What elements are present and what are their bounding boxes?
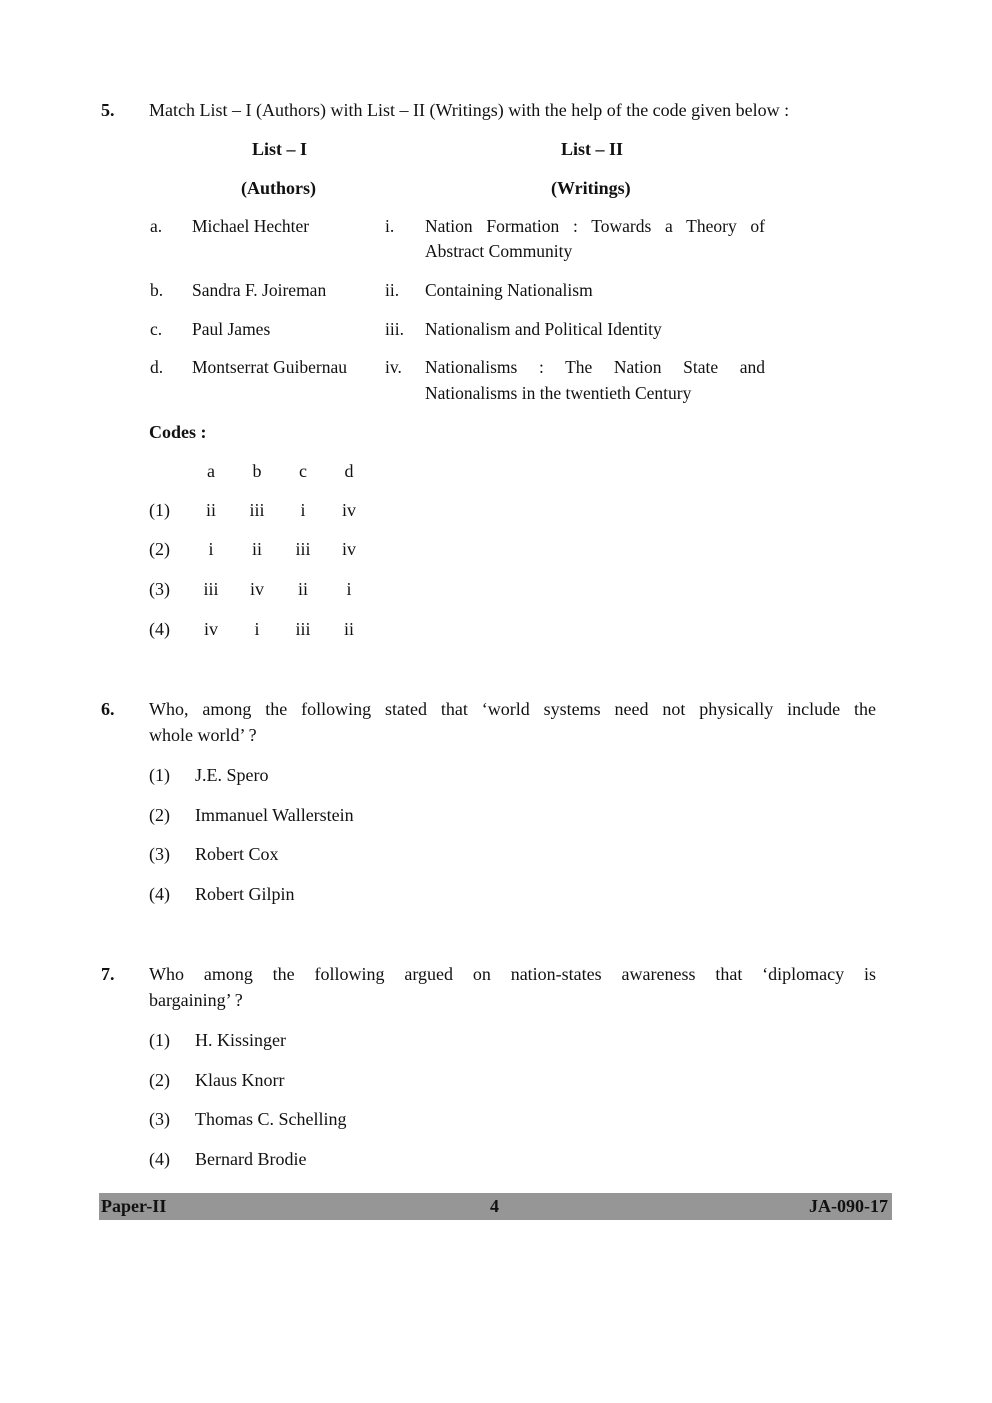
code-header: a	[207, 461, 215, 481]
code-value: iii	[295, 539, 311, 559]
question-text: Match List – I (Authors) with List – II (Writings) with the help of the code given below :	[149, 100, 790, 120]
list1-key: d.	[150, 357, 164, 377]
code-value: iii	[295, 619, 311, 639]
question-number: 5.	[101, 100, 115, 120]
option-number: (1)	[149, 1030, 170, 1050]
option-number: (2)	[149, 1070, 170, 1090]
list2-subtitle: (Writings)	[551, 178, 631, 198]
list1-title: List – I	[252, 139, 308, 159]
list2-item-line2: Abstract Community	[425, 241, 573, 261]
codes-label: Codes :	[149, 422, 207, 442]
code-value: iv	[249, 579, 264, 599]
page-number: 4	[490, 1196, 499, 1216]
option-text: Immanuel Wallerstein	[195, 805, 354, 825]
option-text: Klaus Knorr	[195, 1070, 285, 1090]
code-option-label: (4)	[149, 619, 170, 639]
question-text-line2: bargaining’ ?	[149, 990, 243, 1010]
code-value: i	[300, 500, 306, 520]
paper-label: Paper-II	[101, 1196, 167, 1216]
paper-code: JA-090-17	[809, 1196, 888, 1216]
question-number: 6.	[101, 699, 115, 719]
list2-key: i.	[385, 216, 395, 236]
code-option-label: (2)	[149, 539, 170, 559]
code-value: ii	[205, 500, 216, 520]
code-value: iv	[341, 539, 356, 559]
list1-item: Montserrat Guibernau	[192, 357, 348, 377]
question-text-line1: Who among the following argued on nation-states awareness that ‘diplomacy is	[149, 964, 876, 984]
code-header: b	[252, 461, 262, 481]
list1-item: Sandra F. Joireman	[192, 280, 327, 300]
code-value: ii	[297, 579, 308, 599]
code-header: d	[344, 461, 354, 481]
list1-key: a.	[150, 216, 163, 236]
list2-key: ii.	[385, 280, 400, 300]
option-text: Robert Cox	[195, 844, 279, 864]
code-value: i	[346, 579, 352, 599]
list2-item-line1: Nationalisms : The Nation State and	[425, 357, 765, 377]
option-number: (3)	[149, 844, 170, 864]
code-value: iv	[341, 500, 356, 520]
question-text-line1: Who, among the following stated that ‘world systems need not physically include the	[149, 699, 876, 719]
page-footer	[99, 1193, 892, 1220]
question-text-line2: whole world’ ?	[149, 725, 257, 745]
list2-title: List – II	[561, 139, 624, 159]
code-value: i	[254, 619, 260, 639]
list1-key: b.	[150, 280, 164, 300]
question-number: 7.	[101, 964, 115, 984]
list1-subtitle: (Authors)	[241, 178, 316, 198]
option-text: Robert Gilpin	[195, 884, 295, 904]
list2-key: iv.	[385, 357, 402, 377]
code-option-label: (3)	[149, 579, 170, 599]
list2-key: iii.	[385, 319, 404, 339]
option-text: Bernard Brodie	[195, 1149, 307, 1169]
option-number: (4)	[149, 884, 170, 904]
list1-key: c.	[150, 319, 163, 339]
code-option-label: (1)	[149, 500, 170, 520]
code-value: iii	[249, 500, 265, 520]
option-number: (2)	[149, 805, 170, 825]
code-value: ii	[251, 539, 262, 559]
list1-item: Michael Hechter	[192, 216, 310, 236]
option-text: J.E. Spero	[195, 765, 269, 785]
code-value: iii	[203, 579, 219, 599]
list2-item-line1: Nation Formation : Towards a Theory of	[425, 216, 765, 236]
code-value: ii	[343, 619, 354, 639]
code-value: i	[208, 539, 214, 559]
list2-item-line1: Containing Nationalism	[425, 280, 593, 300]
option-number: (4)	[149, 1149, 170, 1169]
code-header: c	[299, 461, 307, 481]
option-number: (3)	[149, 1109, 170, 1129]
option-number: (1)	[149, 765, 170, 785]
list1-item: Paul James	[192, 319, 271, 339]
code-value: iv	[203, 619, 218, 639]
option-text: Thomas C. Schelling	[195, 1109, 347, 1129]
list2-item-line1: Nationalism and Political Identity	[425, 319, 662, 339]
option-text: H. Kissinger	[195, 1030, 286, 1050]
list2-item-line2: Nationalisms in the twentieth Century	[425, 383, 692, 403]
